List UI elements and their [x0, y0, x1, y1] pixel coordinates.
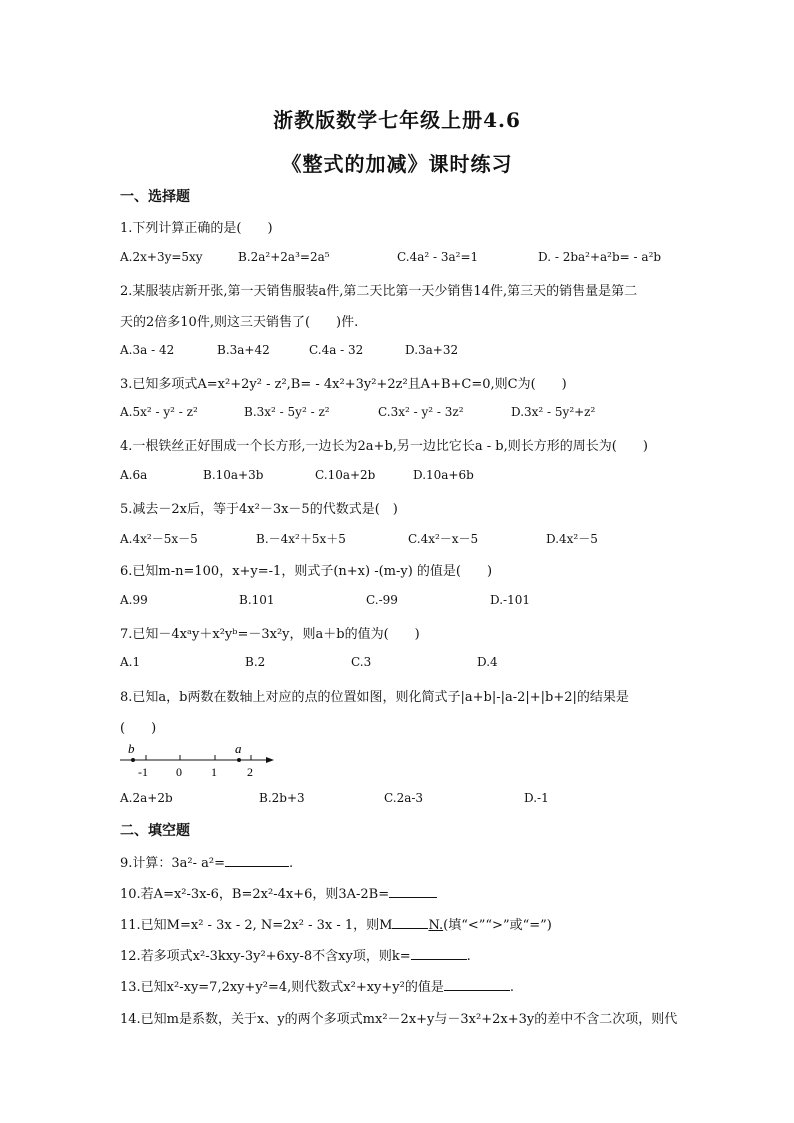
- question-5-stem: 5.减去－2x后，等于4x²－3x－5的代数式是( ): [120, 502, 398, 517]
- point-b-label: b: [128, 741, 135, 756]
- question-4-stem: 4.一根铁丝正好围成一个长方形,一边长为2a+b,另一边比它长a - b,则长方形的周长为( ): [120, 439, 648, 454]
- question-7-option-a: A.1: [120, 655, 141, 669]
- answer-blank: [411, 947, 467, 960]
- section-fill-heading: 二、填空题: [120, 823, 190, 839]
- question-2-option-b: B.3a+42: [217, 343, 270, 357]
- question-13: [120, 976, 514, 995]
- question-2-stem-line2: 天的2倍多10件,则这三天销售了( )件.: [120, 315, 359, 330]
- tick-label: -1: [138, 765, 148, 779]
- question-4-option-b: B.10a+3b: [203, 468, 264, 482]
- question-12-end: .: [466, 949, 471, 964]
- question-1-option-c: C.4a² - 3a²=1: [397, 250, 479, 264]
- question-2-option-c: C.4a - 32: [309, 343, 364, 357]
- question-11-mid: N.: [428, 918, 444, 933]
- question-7-option-d: D.4: [477, 655, 498, 669]
- page-title-line2: 《整式的加减》课时练习: [281, 152, 513, 176]
- question-3-option-c: C.3x² - y² - 3z²: [378, 405, 464, 419]
- question-3-stem: 3.已知多项式A=x²+2y² - z²,B= - 4x²+3y²+2z²且A+B+C=0,则C为( ): [120, 377, 567, 392]
- question-1-option-b: B.2a²+2a³=2a⁵: [238, 250, 330, 264]
- question-6-stem: 6.已知m-n=100，x+y=-1，则式子(n+x) -(m-y) 的值是( ): [120, 564, 493, 579]
- answer-blank: [444, 978, 510, 991]
- question-5-option-b: B.－4x²＋5x＋5: [256, 532, 346, 546]
- question-6-option-c: C.-99: [366, 593, 398, 607]
- question-4-option-d: D.10a+6b: [413, 468, 474, 482]
- point-a-label: a: [235, 741, 242, 756]
- question-8-option-b: B.2b+3: [259, 791, 305, 805]
- question-2-stem-line1: 2.某服装店新开张,第一天销售服装a件,第二天比第一天少销售14件,第三天的销售量是第二: [120, 284, 638, 299]
- question-6-option-a: A.99: [120, 593, 148, 607]
- page-title-line1: 浙教版数学七年级上册4.6: [273, 108, 521, 132]
- question-6-option-d: D.-101: [490, 593, 530, 607]
- question-5-option-c: C.4x²－x－5: [408, 532, 479, 546]
- question-4-option-a: A.6a: [120, 468, 148, 482]
- question-3-option-d: D.3x² - 5y²+z²: [511, 405, 596, 419]
- question-5-option-a: A.4x²－5x－5: [120, 532, 198, 546]
- point-a-marker: [237, 758, 241, 762]
- question-8-option-a: A.2a+2b: [120, 791, 173, 805]
- question-2-option-a: A.3a - 42: [120, 343, 175, 357]
- tick-label: 1: [211, 765, 217, 779]
- question-11-end: (填“<”“>”或“=”): [443, 918, 552, 933]
- number-line-figure: [118, 740, 278, 780]
- question-1-option-a: A.2x+3y=5xy: [120, 250, 203, 264]
- question-7-stem: 7.已知－4xᵃy＋x²yᵇ=－3x²y，则a＋b的值为( ): [120, 627, 420, 642]
- question-8-stem-line1: 8.已知a，b两数在数轴上对应的点的位置如图，则化简式子|a+b|-|a-2|+|b+2|的结果是: [120, 690, 629, 705]
- question-7-option-c: C.3: [351, 655, 372, 669]
- question-11-stem: 11.已知M=x² - 3x - 2, N=2x² - 3x - 1，则M: [120, 918, 393, 933]
- question-5-option-d: D.4x²－5: [546, 532, 598, 546]
- question-3-option-a: A.5x² - y² - z²: [120, 405, 198, 419]
- question-8-option-d: D.-1: [524, 791, 549, 805]
- question-13-end: .: [509, 980, 514, 995]
- question-8-stem-line2: ( ): [120, 721, 157, 736]
- question-1-option-d: D. - 2ba²+a²b= - a²b: [538, 250, 662, 264]
- question-1-stem: 1.下列计算正确的是( ): [120, 221, 273, 236]
- question-2-option-d: D.3a+32: [405, 343, 459, 357]
- arrow-right-icon: [266, 757, 274, 763]
- question-10: [120, 883, 437, 902]
- question-8-option-c: C.2a-3: [384, 791, 424, 805]
- question-3-option-b: B.3x² - 5y² - z²: [244, 405, 330, 419]
- tick-label: 2: [247, 765, 253, 779]
- question-12-stem: 12.若多项式x²-3kxy-3y²+6xy-8不含xy项，则k=: [120, 949, 411, 964]
- question-7-option-b: B.2: [245, 655, 266, 669]
- question-9-stem: 9.计算：3a²- a²=: [120, 856, 226, 871]
- question-12: [120, 945, 471, 964]
- question-14-stem: 14.已知m是系数，关于x、y的两个多项式mx²－2x+y与－3x²+2x+3y的差中不含二次项，则代: [120, 1012, 678, 1027]
- question-11: [120, 914, 552, 933]
- answer-blank: [392, 916, 428, 929]
- question-6-option-b: B.101: [239, 593, 275, 607]
- tick-label: 0: [176, 765, 182, 779]
- answer-blank: [225, 854, 289, 867]
- question-9-end: .: [289, 856, 294, 871]
- point-b-marker: [131, 758, 135, 762]
- section-choice-heading: 一、选择题: [120, 189, 190, 205]
- question-9: [120, 852, 293, 871]
- question-13-stem: 13.已知x²-xy=7,2xy+y²=4,则代数式x²+xy+y²的值是: [120, 980, 444, 995]
- answer-blank: [389, 885, 437, 898]
- question-4-option-c: C.10a+2b: [315, 468, 376, 482]
- question-10-stem: 10.若A=x²-3x-6，B=2x²-4x+6，则3A-2B=: [120, 887, 390, 902]
